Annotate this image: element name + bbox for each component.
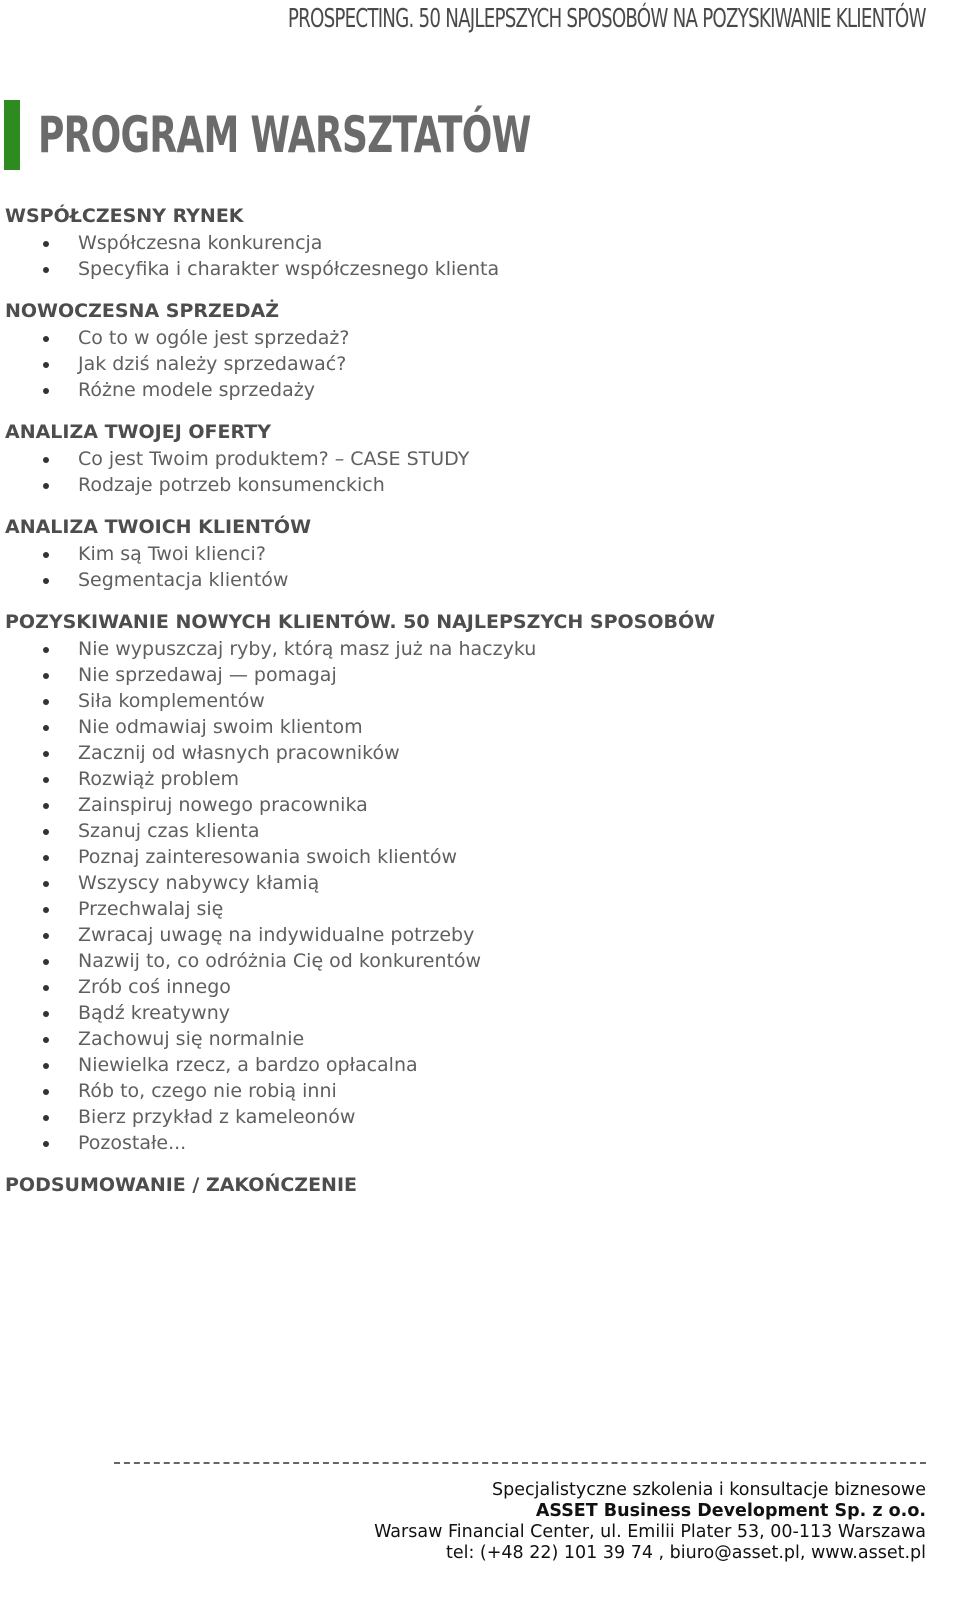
list-item-text: Rób to, czego nie robią inni	[78, 1080, 337, 1102]
list-item-text: Nie sprzedawaj — pomagaj	[78, 664, 337, 686]
list-item-text: Zacznij od własnych pracowników	[78, 742, 400, 764]
bullet-icon	[43, 552, 49, 558]
list-item-text: Siła komplementów	[78, 690, 265, 712]
section-heading: POZYSKIWANIE NOWYCH KLIENTÓW. 50 NAJLEPSZYCH SPOSOBÓW	[5, 611, 716, 633]
section-heading: WSPÓŁCZESNY RYNEK	[5, 205, 244, 227]
list-item	[5, 230, 945, 256]
bullet-icon	[43, 751, 49, 757]
section-heading: PODSUMOWANIE / ZAKOŃCZENIE	[5, 1174, 358, 1196]
list-item-text: Bądź kreatywny	[78, 1002, 230, 1024]
list-item	[5, 974, 945, 1000]
list-item-text: Nie odmawiaj swoim klientom	[78, 716, 363, 738]
bullet-icon	[43, 1011, 49, 1017]
bullet-icon	[43, 241, 49, 247]
footer	[114, 1462, 926, 1564]
list-item	[5, 922, 945, 948]
section-item-list	[5, 230, 945, 282]
list-item	[5, 567, 945, 593]
list-item	[5, 325, 945, 351]
list-item-text: Segmentacja klientów	[78, 569, 289, 591]
list-item	[5, 1130, 945, 1156]
section-item-list	[5, 541, 945, 593]
bullet-icon	[43, 985, 49, 991]
bullet-icon	[43, 647, 49, 653]
list-item-text: Poznaj zainteresowania swoich klientów	[78, 846, 458, 868]
bullet-icon	[43, 362, 49, 368]
list-item-text: Zainspiruj nowego pracownika	[78, 794, 368, 816]
list-item-text: Co to w ogóle jest sprzedaż?	[78, 327, 350, 349]
list-item	[5, 1026, 945, 1052]
list-item	[5, 662, 945, 688]
list-item-text: Wszyscy nabywcy kłamią	[78, 872, 320, 894]
bullet-icon	[43, 803, 49, 809]
list-item	[5, 256, 945, 282]
title-accent-bar	[4, 100, 20, 170]
list-item	[5, 766, 945, 792]
program-section	[5, 513, 945, 593]
list-item-text: Szanuj czas klienta	[78, 820, 260, 842]
program-section	[5, 202, 945, 282]
bullet-icon	[43, 388, 49, 394]
list-item	[5, 351, 945, 377]
bullet-icon	[43, 1037, 49, 1043]
footer-address: Warsaw Financial Center, ul. Emilii Plater 53, 00-113 Warszawa	[374, 1522, 926, 1542]
list-item	[5, 688, 945, 714]
list-item-text: Różne modele sprzedaży	[78, 379, 315, 401]
list-item-text: Pozostałe...	[78, 1132, 187, 1154]
bullet-icon	[43, 267, 49, 273]
list-item-text: Nie wypuszczaj ryby, którą masz już na haczyku	[78, 638, 537, 660]
bullet-icon	[43, 829, 49, 835]
footer-divider	[114, 1462, 926, 1464]
page-title-block	[4, 100, 722, 170]
program-section	[5, 418, 945, 498]
list-item	[5, 1052, 945, 1078]
list-item	[5, 1000, 945, 1026]
program-section	[5, 608, 945, 1156]
bullet-icon	[43, 457, 49, 463]
bullet-icon	[43, 1141, 49, 1147]
page-title: PROGRAM WARSZTATÓW	[38, 106, 531, 164]
list-item	[5, 377, 945, 403]
program-section	[5, 1171, 945, 1199]
document-header-title: PROSPECTING. 50 NAJLEPSZYCH SPOSOBÓW NA POZYSKIWANIE KLIENTÓW	[288, 4, 926, 34]
section-item-list	[5, 446, 945, 498]
footer-contact: tel: (+48 22) 101 39 74 , biuro@asset.pl, www.asset.pl	[445, 1543, 926, 1563]
list-item-text: Co jest Twoim produktem? – CASE STUDY	[78, 448, 470, 470]
bullet-icon	[43, 907, 49, 913]
bullet-icon	[43, 1089, 49, 1095]
list-item-text: Niewielka rzecz, a bardzo opłacalna	[78, 1054, 418, 1076]
list-item	[5, 1078, 945, 1104]
list-item-text: Specyfika i charakter współczesnego klienta	[78, 258, 500, 280]
list-item	[5, 948, 945, 974]
list-item	[5, 446, 945, 472]
list-item-text: Bierz przykład z kameleonów	[78, 1106, 356, 1128]
bullet-icon	[43, 959, 49, 965]
list-item	[5, 870, 945, 896]
list-item	[5, 636, 945, 662]
list-item	[5, 541, 945, 567]
section-heading: ANALIZA TWOICH KLIENTÓW	[5, 516, 312, 538]
bullet-icon	[43, 673, 49, 679]
list-item-text: Nazwij to, co odróżnia Cię od konkurentów	[78, 950, 482, 972]
footer-company: ASSET Business Development Sp. z o.o.	[535, 1501, 926, 1521]
list-item-text: Zrób coś innego	[78, 976, 231, 998]
bullet-icon	[43, 699, 49, 705]
list-item	[5, 844, 945, 870]
list-item-text: Zachowuj się normalnie	[78, 1028, 305, 1050]
bullet-icon	[43, 1063, 49, 1069]
section-item-list	[5, 325, 945, 403]
list-item-text: Współczesna konkurencja	[78, 232, 323, 254]
list-item	[5, 792, 945, 818]
list-item-text: Jak dziś należy sprzedawać?	[78, 353, 347, 375]
list-item	[5, 1104, 945, 1130]
section-heading: ANALIZA TWOJEJ OFERTY	[5, 421, 271, 443]
list-item-text: Rozwiąż problem	[78, 768, 240, 790]
bullet-icon	[43, 1115, 49, 1121]
list-item	[5, 714, 945, 740]
program-section	[5, 297, 945, 403]
footer-tagline: Specjalistyczne szkolenia i konsultacje biznesowe	[492, 1480, 926, 1500]
bullet-icon	[43, 483, 49, 489]
list-item	[5, 740, 945, 766]
bullet-icon	[43, 881, 49, 887]
bullet-icon	[43, 578, 49, 584]
section-heading: NOWOCZESNA SPRZEDAŻ	[5, 300, 280, 322]
bullet-icon	[43, 336, 49, 342]
program-content	[5, 202, 945, 1214]
list-item-text: Rodzaje potrzeb konsumenckich	[78, 474, 385, 496]
bullet-icon	[43, 855, 49, 861]
section-item-list	[5, 636, 945, 1156]
bullet-icon	[43, 725, 49, 731]
list-item	[5, 472, 945, 498]
list-item-text: Przechwalaj się	[78, 898, 224, 920]
bullet-icon	[43, 933, 49, 939]
list-item	[5, 896, 945, 922]
list-item	[5, 818, 945, 844]
bullet-icon	[43, 777, 49, 783]
list-item-text: Kim są Twoi klienci?	[78, 543, 266, 565]
list-item-text: Zwracaj uwagę na indywidualne potrzeby	[78, 924, 475, 946]
